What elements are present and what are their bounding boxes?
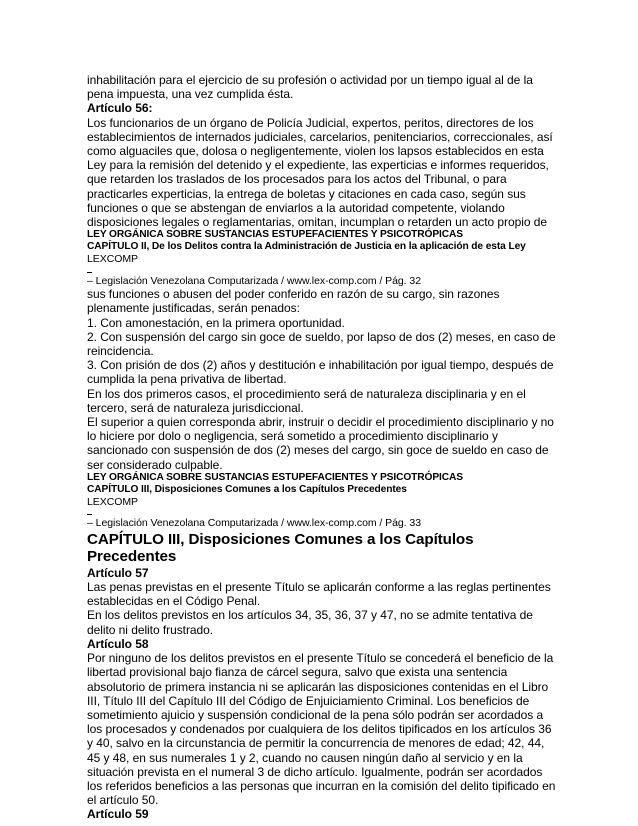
footer-page-line: – Legislación Venezolana Computarizada / www.lex-comp.com / Pág. 32 bbox=[87, 274, 421, 287]
paragraph: En los dos primeros casos, el procedimiento será de naturaleza disciplinaria y en el tercero, será de naturaleza jurisdiccional. bbox=[87, 386, 526, 415]
paragraph: inhabilitación para el ejercicio de su profesión o actividad por un tiempo igual al de la pena impuesta, una vez cumplida ésta. bbox=[87, 73, 533, 102]
footer-law-title: LEY ORGÁNICA SOBRE SUSTANCIAS ESTUPEFACIENTES Y PSICOTRÓPICAS bbox=[87, 471, 463, 483]
paragraph: sus funciones o abusen del poder conferido en razón de su cargo, sin razones plenamente justificadas, serán penados: bbox=[87, 287, 500, 316]
list-item: 1. Con amonestación, en la primera oportunidad. bbox=[87, 315, 345, 330]
paragraph: Los funcionarios de un órgano de Policía Judicial, expertos, peritos, directores de los establecimientos de internados judiciales, carcelarios, penitenciarios, correccionales, así como alguaciles que, dolosa o negligentemente, violen los lapsos establecidos en esta Ley para la remisión del detenido y el expediente, las experticias e informes requeridos, que retarden los traslados de los procesados para los actos del Tribunal, o para practicarles experticias, la entrega de boletas y citaciones en cada caso, según sus funciones o que se abstengan de enviarlos a la autoridad competente, violando disposiciones legales o reglamentarias, omitan, incumplan o retarden un acto propio de bbox=[87, 115, 553, 230]
paragraph: En los delitos previstos en los artículos 34, 35, 36, 37 y 47, no se admite tentativa de delito ni delito frustrado. bbox=[87, 608, 533, 637]
article-57-heading: Artículo 57 bbox=[87, 565, 149, 580]
footer-page-line: – Legislación Venezolana Computarizada / www.lex-comp.com / Pág. 33 bbox=[87, 517, 421, 530]
paragraph: El superior a quien corresponda abrir, instruir o decidir el procedimiento disciplinario y no lo hiciere por dolo o negligencia, será sometido a procedimiento disciplinario y sancionado con suspensión de dos (2) meses del cargo, sin goce de sueldo en caso de ser considerado culpable. bbox=[87, 415, 554, 472]
article-58-heading: Artículo 58 bbox=[87, 636, 149, 651]
footer-divider bbox=[87, 508, 557, 517]
list-item: 3. Con prisión de dos (2) años y destitución e inhabilitación por igual tiempo, después de cumplida la pena privativa de libertad. bbox=[87, 358, 554, 387]
footer-law-title: LEY ORGÁNICA SOBRE SUSTANCIAS ESTUPEFACIENTES Y PSICOTRÓPICAS bbox=[87, 229, 463, 241]
list-item: 2. Con suspensión del cargo sin goce de sueldo, por lapso de dos (2) meses, en caso de reincidencia. bbox=[87, 329, 556, 359]
paragraph: Por ninguno de los delitos previstos en el presente Título se concederá el beneficio de la libertad provisional bajo fianza de cárcel segura, salvo que exista una sentencia absolutorio de primera instancia ni se aplicarán las disposiciones contenidas en el Libro III, Título III del Capítulo III del Código de Enjuiciamiento Criminal. Los beneficios de sometimiento ajuicio y suspensión condicional de la pena sólo podrán ser acordados a los procesados y condenados por cualquiera de los delitos tipificados en los artículos 36 y 40, salvo en la circunstancia de permitir la concurrencia de menores de edad; 42, 44, 45 y 48, en sus numerales 1 y 2, cuando no causen ningún daño al servicio y en la situación prevista en el numeral 3 de dicho artículo. Igualmente, podrán ser acordados los referidos beneficios a las personas que incurran en la comisión del delito tipificado en el artículo 50. bbox=[87, 651, 556, 808]
chapter-heading: CAPÍTULO III, Disposiciones Comunes a los Capítulos Precedentes bbox=[87, 530, 474, 565]
paragraph: Las penas previstas en el presente Título se aplicarán conforme a las reglas pertinentes establecidas en el Código Penal. bbox=[87, 580, 551, 609]
footer-chapter-title: CAPÍTULO III, Disposiciones Comunes a los Capítulos Precedentes bbox=[87, 483, 407, 495]
article-59-heading: Artículo 59 bbox=[87, 807, 149, 822]
footer-divider bbox=[87, 266, 557, 275]
document-page bbox=[87, 73, 557, 822]
footer-brand: LEXCOMP bbox=[87, 495, 138, 508]
footer-chapter-title: CAPÍTULO II, De los Delitos contra la Administración de Justicia en la aplicación de esta Ley bbox=[87, 241, 526, 253]
footer-brand: LEXCOMP bbox=[87, 253, 138, 266]
article-56-heading: Artículo 56: bbox=[87, 101, 153, 116]
